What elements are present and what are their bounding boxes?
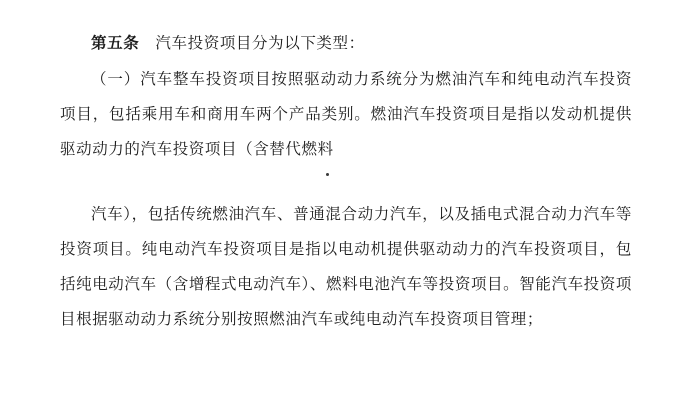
paragraph-item-one-part-one: （一）汽车整车投资项目按照驱动动力系统分为燃油汽车和纯电动汽车投资项目，包括乘用车和商用车两个产品类别。燃油汽车投资项目是指以发动机提供驱动动力的汽车投资项目（含替代燃料 [60,70,632,158]
article-number-label: 第五条 [91,34,140,52]
document-body [60,26,632,337]
stray-dot-artifact [326,173,329,176]
paragraph-item-one-part-two: 汽车），包括传统燃油汽车、普通混合动力汽车，以及插电式混合动力汽车等投资项目。纯电动汽车投资项目是指以电动机提供驱动动力的汽车投资项目，包括纯电动汽车（含增程式电动汽车）、燃料电池汽车等投资项目。智能汽车投资项目根据驱动动力系统分别按照燃油汽车或纯电动汽车投资项目管理； [60,205,632,328]
paragraph-article-five-heading [60,26,632,61]
page-artifact-row [60,167,632,197]
article-heading-text: 汽车投资项目分为以下类型： [139,34,365,52]
